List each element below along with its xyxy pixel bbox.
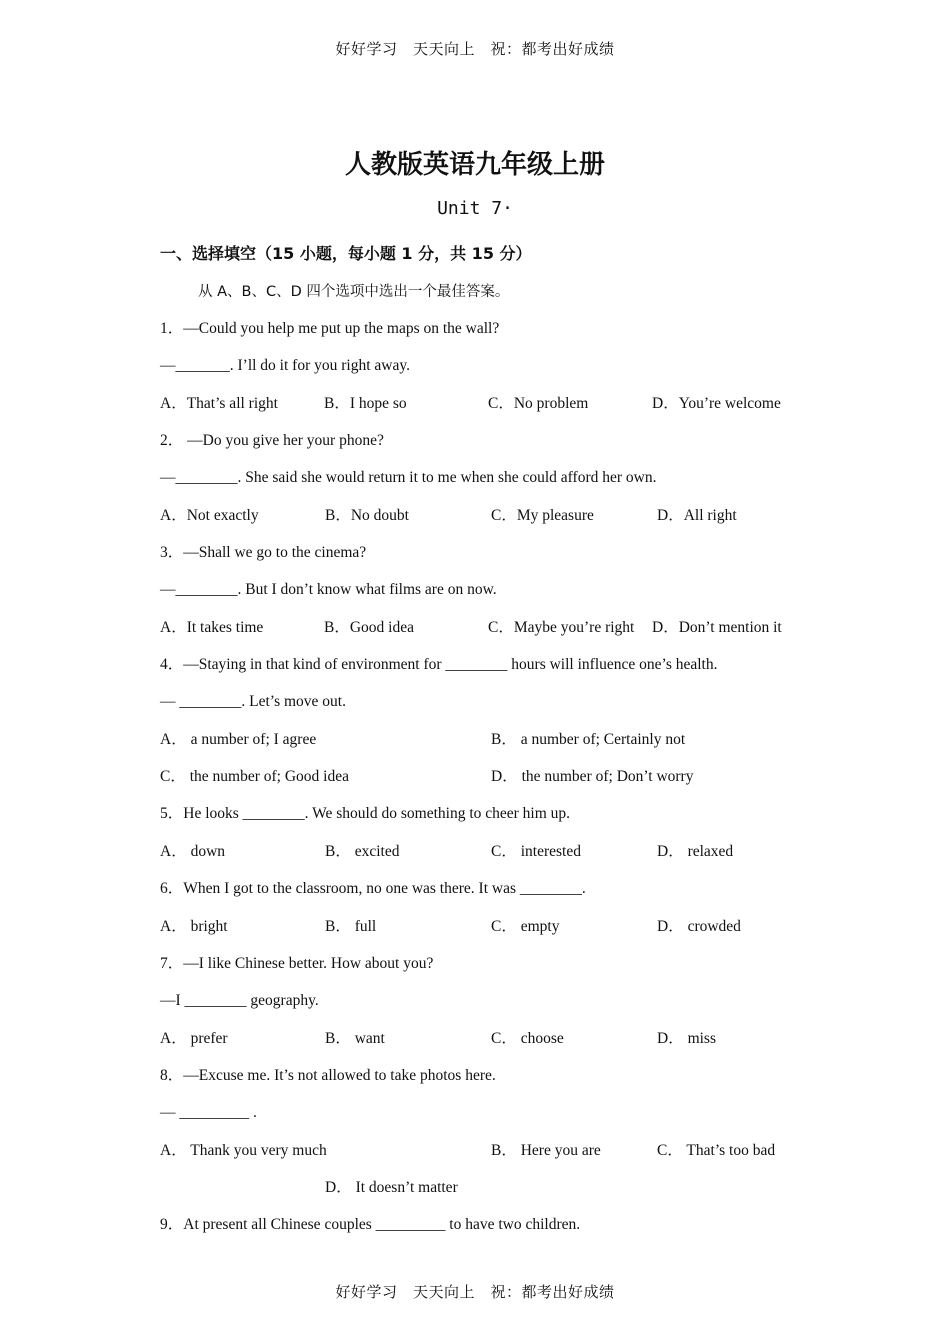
page-footer: 好好学习 天天向上 祝：都考出好成绩 <box>335 1283 615 1301</box>
question-3-option-b[interactable]: B．Good idea <box>324 619 414 636</box>
question-8-stem: 8．—Excuse me. It’s not allowed to take photos here. <box>160 1067 496 1084</box>
question-5-option-a[interactable]: A． down <box>160 843 226 860</box>
question-9-stem: 9．At present all Chinese couples _________ to have two children. <box>160 1216 581 1233</box>
question-6-option-c[interactable]: C． empty <box>491 918 560 935</box>
question-4-option-d[interactable]: D． the number of; Don’t worry <box>491 768 694 785</box>
unit-title: Unit 7· <box>437 198 513 219</box>
question-1-reply: —_______. I’ll do it for you right away. <box>160 357 410 374</box>
question-4-stem: 4．—Staying in that kind of environment for ________ hours will influence one’s health. <box>160 656 718 673</box>
question-2-stem: 2． —Do you give her your phone? <box>160 432 384 449</box>
question-7-option-a[interactable]: A． prefer <box>160 1030 228 1047</box>
instruction: 从 A、B、C、D 四个选项中选出一个最佳答案。 <box>198 284 510 300</box>
question-4-reply: — ________. Let’s move out. <box>160 693 346 710</box>
question-3-stem: 3．—Shall we go to the cinema? <box>160 544 367 561</box>
question-4-option-c[interactable]: C． the number of; Good idea <box>160 768 349 785</box>
question-2-option-a[interactable]: A．Not exactly <box>160 507 259 524</box>
question-6-option-a[interactable]: A． bright <box>160 918 228 935</box>
question-7-reply: —I ________ geography. <box>160 992 319 1009</box>
question-2-option-c[interactable]: C．My pleasure <box>491 507 594 524</box>
question-7-option-c[interactable]: C． choose <box>491 1030 564 1047</box>
question-2-reply: —________. She said she would return it to me when she could afford her own. <box>160 469 657 486</box>
question-8-option-d[interactable]: D． It doesn’t matter <box>325 1179 458 1196</box>
question-7-option-d[interactable]: D． miss <box>657 1030 716 1047</box>
question-8-option-c[interactable]: C． That’s too bad <box>657 1142 776 1159</box>
question-1-option-d[interactable]: D．You’re welcome <box>652 395 781 412</box>
question-1-option-a[interactable]: A．That’s all right <box>160 395 278 412</box>
page-header: 好好学习 天天向上 祝：都考出好成绩 <box>335 40 615 58</box>
question-2-option-d[interactable]: D．All right <box>657 507 737 524</box>
question-7-option-b[interactable]: B． want <box>325 1030 385 1047</box>
question-4-option-b[interactable]: B． a number of; Certainly not <box>491 731 686 748</box>
question-3-option-d[interactable]: D．Don’t mention it <box>652 619 782 636</box>
section-heading: 一、选择填空（15 小题，每小题 1 分，共 15 分） <box>160 244 532 263</box>
question-5-option-d[interactable]: D． relaxed <box>657 843 734 860</box>
question-6-option-d[interactable]: D． crowded <box>657 918 741 935</box>
question-6-stem: 6．When I got to the classroom, no one was there. It was ________. <box>160 880 586 897</box>
question-5-option-c[interactable]: C． interested <box>491 843 581 860</box>
question-7-stem: 7．—I like Chinese better. How about you? <box>160 955 434 972</box>
question-6-option-b[interactable]: B． full <box>325 918 377 935</box>
question-5-option-b[interactable]: B． excited <box>325 843 400 860</box>
question-1-option-c[interactable]: C．No problem <box>488 395 589 412</box>
page-title: 人教版英语九年级上册 <box>344 150 605 180</box>
question-3-reply: —________. But I don’t know what films are on now. <box>160 581 497 598</box>
question-3-option-c[interactable]: C．Maybe you’re right <box>488 619 635 636</box>
question-1-option-b[interactable]: B．I hope so <box>324 395 407 412</box>
question-8-option-a[interactable]: A． Thank you very much <box>160 1142 327 1159</box>
question-5-stem: 5．He looks ________. We should do something to cheer him up. <box>160 805 571 822</box>
question-4-option-a[interactable]: A． a number of; I agree <box>160 731 317 748</box>
question-3-option-a[interactable]: A．It takes time <box>160 619 264 636</box>
question-1-stem: 1．—Could you help me put up the maps on the wall? <box>160 320 500 337</box>
question-8-option-b[interactable]: B． Here you are <box>491 1142 601 1159</box>
question-8-reply: — _________ . <box>160 1104 257 1121</box>
question-2-option-b[interactable]: B．No doubt <box>325 507 409 524</box>
